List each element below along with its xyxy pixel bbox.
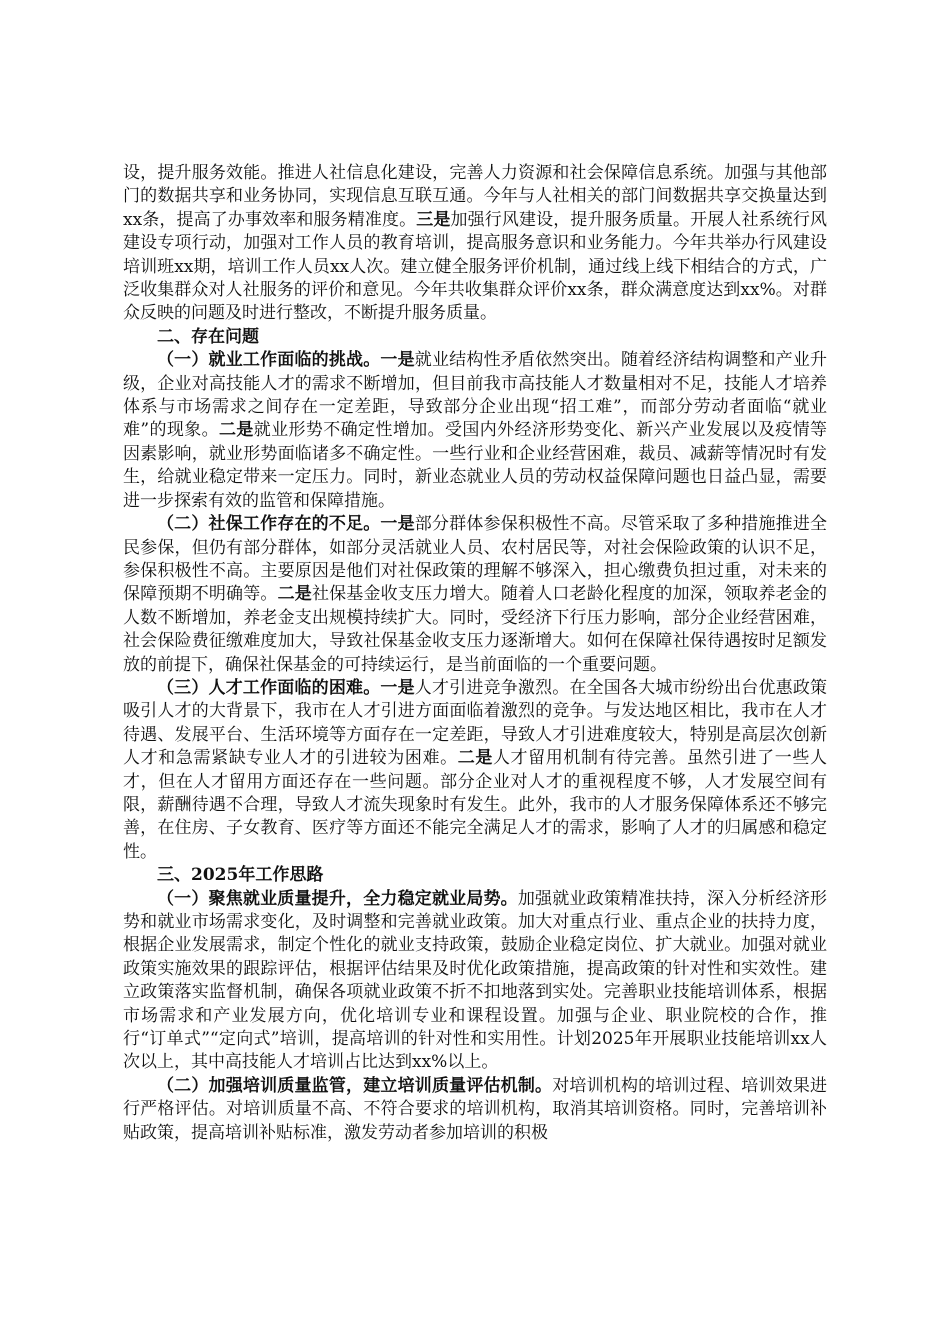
- text: 人才留用机制有待完善。虽然引进了一些人才，但在人才留用方面还存在一些问题。部分企业对人才的重视程度不够，人才发展空间有限，薪酬待遇不合理，导致人才流失现象时有发生。此外，我市的人才服务保障体系还不够完善，在住房、子女教育、医疗等方面还不能完全满足人才的需求，影响了人才的归属感和稳定性。: [123, 748, 828, 862]
- text: 对培训机构的培训过程、培训效果进行严格评估。对培训质量不高、不符合要求的培训机构，取消其培训资格。同时，完善培训补贴政策，提高培训补贴标准，激发劳动者参加培训的积极: [123, 1075, 828, 1143]
- text: 人才引进竞争激烈。在全国各大城市纷纷出台优惠政策吸引人才的大背景下，我市在人才引进方面面临着激烈的竞争。与发达地区相比，我市在人才待遇、发展平台、生活环境等方面存在一定差距，导致人才引进难度较大，特别是高层次创新人才和急需紧缺专业人才的引进较为困难。: [123, 677, 828, 769]
- paragraph-training-supervision: [123, 1075, 827, 1145]
- bold-marker: 二是: [219, 420, 254, 441]
- text: 加强就业政策精准扶持，深入分析经济形势和就业市场需求变化，及时调整和完善就业政策。加大对重点行业、重点企业的扶持力度，根据企业发展需求，制定个性化的就业支持政策，鼓励企业稳定岗位、扩大就业。加强对就业政策实施效果的跟踪评估，根据评估结果及时优化政策措施，提高政策的针对性和实效性。建立政策落实监督机制，确保各项就业政策不折不扣地落到实处。完善职业技能培训体系，根据市场需求和产业发展方向，优化培训专业和课程设置。加强与企业、职业院校的合作，推行“订单式”“定向式”培训，提高培训的针对性和实用性。计划2025年开展职业技能培训xx人次以上，其中高技能人才培训占比达到xx%以上。: [123, 888, 828, 1073]
- text: 设，提升服务效能。推进人社信息化建设，完善人力资源和社会保障信息系统。加强与其他部门的数据共享和业务协同，实现信息互联互通。今年与人社相关的部门间数据共享交换量达到xx条，提高了办事效率和服务精准度。: [123, 163, 827, 230]
- text: 部分群体参保积极性不高。尽管采取了多种措施推进全民参保，但仍有部分群体，如部分灵活就业人员、农村居民等，对社会保险政策的认识不足，参保积极性不高。主要原因是他们对社保政策的理解不够深入，担心缴费负担过重，对未来的保障预期不明确等。: [123, 514, 828, 605]
- subheading: （一）聚焦就业质量提升，全力稳定就业局势。: [157, 888, 518, 909]
- text: 就业形势不确定性增加。受国内外经济形势变化、新兴产业发展以及疫情等因素影响，就业形势面临诸多不确定性。一些行业和企业经营困难，裁员、减薪等情况时有发生，给就业稳定带来一定压力。同时，新业态就业人员的劳动权益保障问题也日益凸显，需要进一步探索有效的监管和保障措施。: [123, 420, 828, 511]
- paragraph-employment-challenges: [123, 349, 827, 513]
- section-heading-problems: 二、存在问题: [157, 326, 259, 347]
- subheading: （二）加强培训质量监管，建立培训质量评估机制。: [157, 1075, 553, 1096]
- text: 社保基金收支压力增大。随着人口老龄化程度的加深，领取养老金的人数不断增加，养老金支出规模持续扩大。同时，受经济下行压力影响，部分企业经营困难，社会保险费征缴难度加大，导致社保基金收支压力逐渐增大。如何在保障社保待遇按时足额发放的前提下，确保社保基金的可持续运行，是当前面临的一个重要问题。: [123, 584, 828, 675]
- paragraph-talent-difficulties: [123, 677, 827, 864]
- paragraph-service-building: [123, 162, 827, 326]
- bold-marker: 一是: [380, 514, 415, 535]
- document-body: [123, 162, 827, 1145]
- bold-marker: 二是: [457, 748, 493, 769]
- text: 就业结构性矛盾依然突出。随着经济结构调整和产业升级，企业对高技能人才的需求不断增加，但目前我市高技能人才数量相对不足，技能人才培养体系与市场需求之间存在一定差距，导致部分企业出现“招工难”，而部分劳动者面临“就业难”的现象。: [123, 350, 828, 441]
- bold-marker: 一是: [380, 350, 415, 371]
- paragraph-social-security-shortcomings: [123, 513, 827, 677]
- section-heading-2025-plan: 三、2025年工作思路: [157, 865, 324, 886]
- bold-marker: 二是: [277, 584, 312, 605]
- subheading: （三）人才工作面临的困难。: [157, 677, 381, 698]
- paragraph-employment-quality: [123, 888, 827, 1075]
- bold-marker: 三是: [416, 209, 451, 230]
- subheading: （一）就业工作面临的挑战。: [157, 350, 381, 371]
- text: 加强行风建设，提升服务质量。开展人社系统行风建设专项行动，加强对工作人员的教育培训，提高服务意识和业务能力。今年共举办行风建设培训班xx期，培训工作人员xx人次。建立健全服务评价机制，通过线上线下相结合的方式，广泛收集群众对人社服务的评价和意见。今年共收集群众评价xx条，群众满意度达到xx%。对群众反映的问题及时进行整改，不断提升服务质量。: [123, 209, 828, 324]
- bold-marker: 一是: [380, 677, 415, 698]
- subheading: （二）社保工作存在的不足。: [157, 514, 381, 535]
